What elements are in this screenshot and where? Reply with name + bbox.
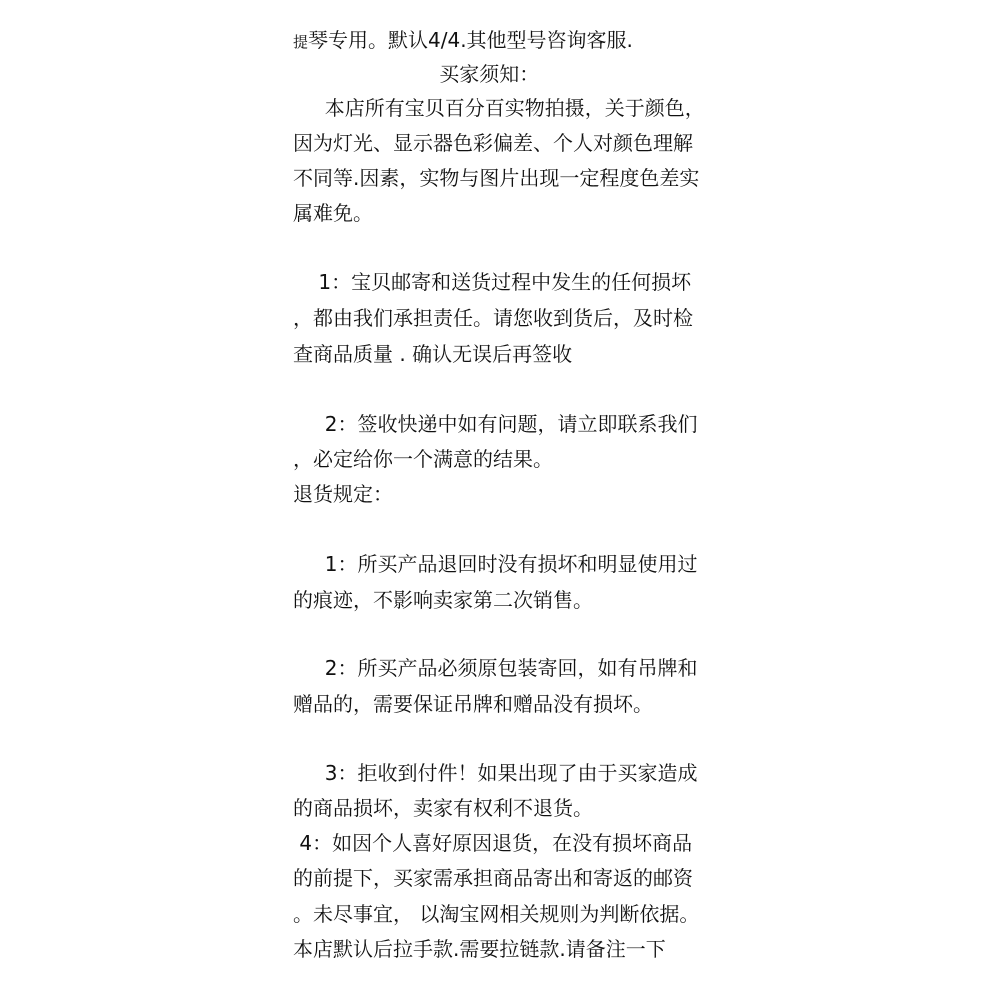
doc-line-4: 因为灯光、显示器色彩偏差、个人对颜色理解 (293, 131, 693, 155)
return-policy-heading: 退货规定： (293, 482, 393, 506)
doc-line-6: 属难免。 (293, 201, 373, 225)
doc-line-20: 的前提下，买家需承担商品寄出和寄返的邮资 (293, 866, 693, 890)
doc-line-8: ，都由我们承担责任。请您收到货后，及时检 (293, 306, 693, 330)
doc-line-17: 3：拒收到付件！如果出现了由于买家造成 (293, 761, 698, 785)
doc-line-3: 本店所有宝贝百分百实物拍摄，关于颜色， (293, 96, 705, 120)
doc-line-11: ，必定给你一个满意的结果。 (293, 447, 553, 471)
doc-line-16: 赠品的，需要保证吊牌和赠品没有损坏。 (293, 692, 653, 716)
buyer-notice-heading: 买家须知： (293, 62, 540, 86)
doc-line-9: 查商品质量 . 确认无误后再签收 (293, 342, 573, 366)
doc-line-10: 2：签收快递中如有问题，请立即联系我们 (293, 412, 698, 436)
doc-line-13: 1：所买产品退回时没有损坏和明显使用过 (293, 552, 698, 576)
doc-line-7: 1：宝贝邮寄和送货过程中发生的任何损坏 (293, 270, 692, 294)
doc-line-14: 的痕迹，不影响卖家第二次销售。 (293, 588, 593, 612)
doc-line-1: 提琴专用。默认4/4.其他型号咨询客服. (293, 28, 633, 52)
doc-line-21: 。未尽事宜， 以淘宝网相关规则为判断依据。 (293, 902, 700, 926)
doc-line-19: 4：如因个人喜好原因退货，在没有损坏商品 (293, 831, 693, 855)
doc-line-15: 2：所买产品必须原包装寄回，如有吊牌和 (293, 656, 698, 680)
doc-line-18: 的商品损坏，卖家有权利不退货。 (293, 796, 593, 820)
doc-line-5: 不同等.因素，实物与图片出现一定程度色差实 (293, 166, 700, 190)
doc-line-22: 本店默认后拉手款.需要拉链款.请备注一下 (293, 937, 666, 961)
